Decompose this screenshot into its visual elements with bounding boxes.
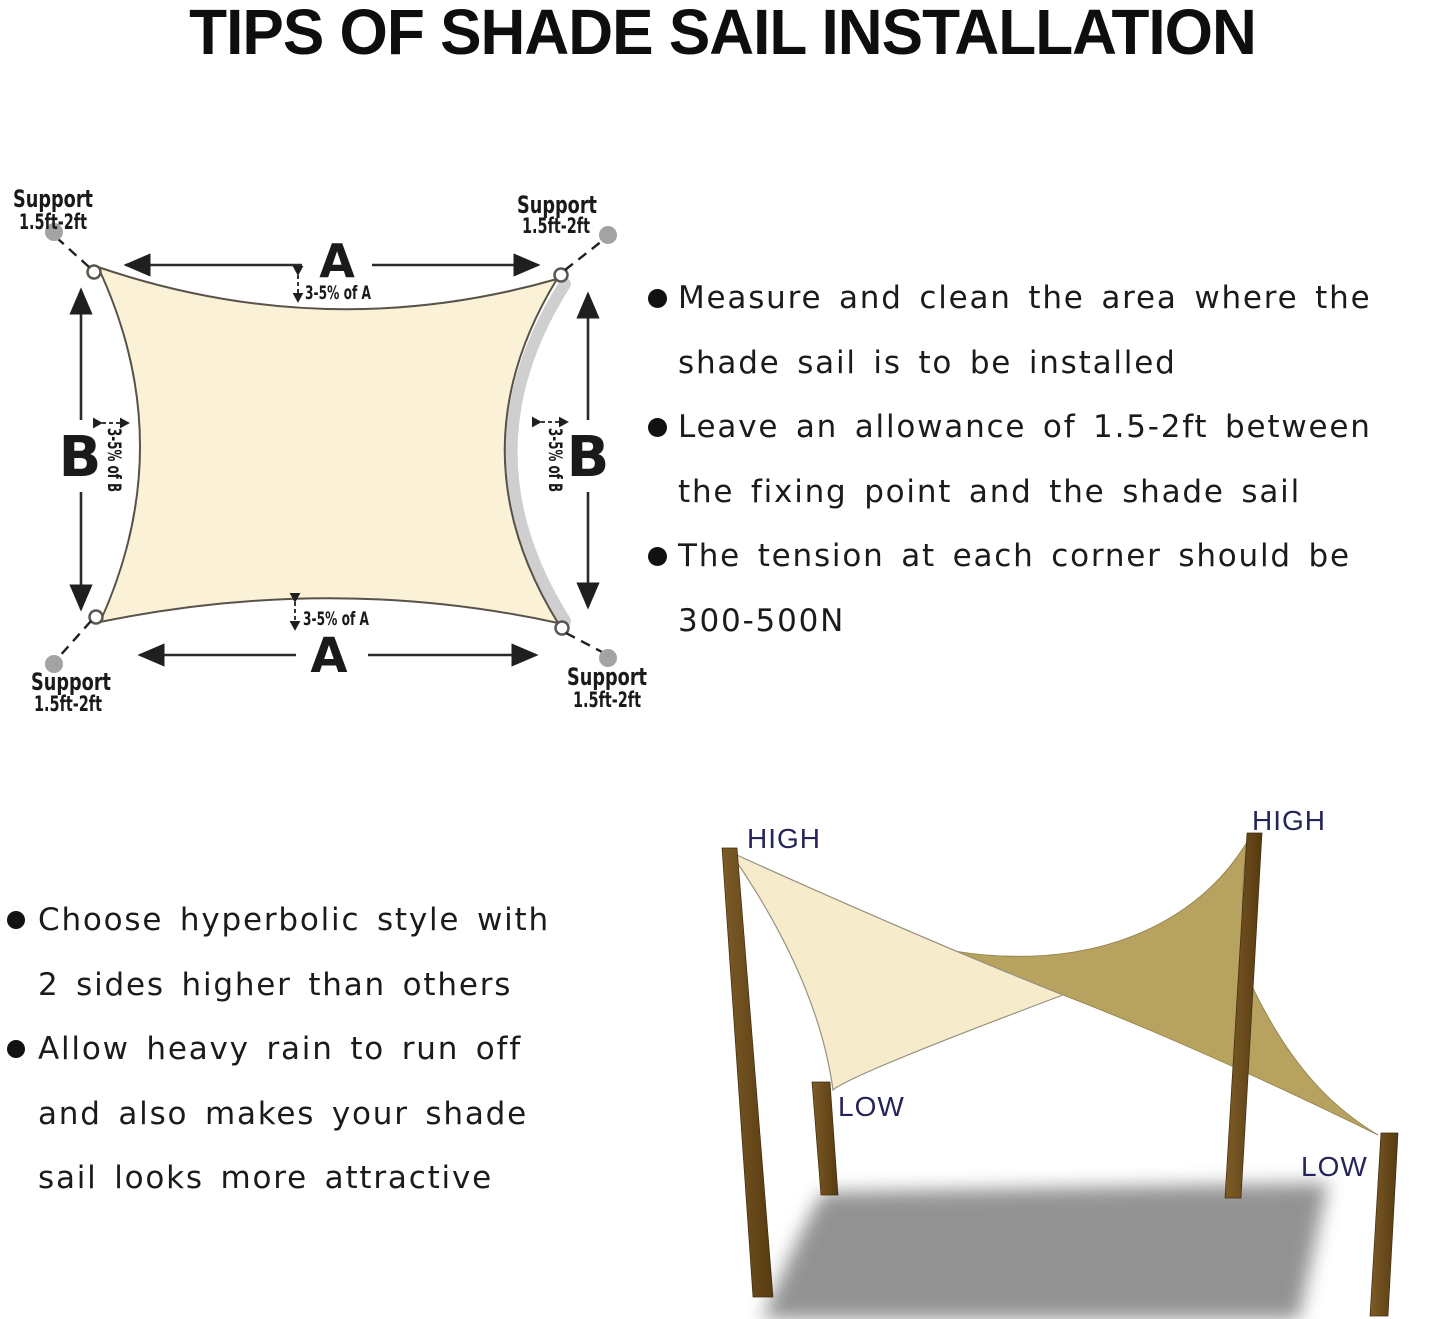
sail-shape bbox=[98, 267, 558, 623]
tip-line: and also makes your shade bbox=[38, 1095, 528, 1132]
tip-line: Choose hyperbolic style with bbox=[38, 902, 550, 938]
bullet-icon bbox=[648, 547, 667, 566]
tip-item bbox=[7, 888, 637, 1017]
tether-dashed-line bbox=[565, 241, 602, 270]
support-label: 1.5ft-2ft bbox=[522, 214, 590, 238]
tip-line: The tension at each corner should be bbox=[678, 538, 1351, 574]
support-label: Support bbox=[13, 185, 93, 213]
shade-sail-measurement-diagram bbox=[0, 150, 680, 760]
support-label: Support bbox=[517, 191, 597, 219]
post-low-left bbox=[812, 1082, 838, 1195]
high-label: HIGH bbox=[1252, 805, 1326, 836]
low-label: LOW bbox=[1301, 1151, 1368, 1182]
dimension-label-b: B bbox=[566, 425, 610, 490]
corner-ring-icon bbox=[88, 266, 101, 279]
dimension-label-b: B bbox=[58, 425, 102, 490]
ground-shadow bbox=[762, 1183, 1328, 1319]
tip-item bbox=[648, 395, 1445, 524]
sag-label-b: 3-5% of B bbox=[103, 428, 125, 531]
support-anchor-icon bbox=[599, 226, 617, 244]
support-label: Support bbox=[567, 663, 647, 691]
dimension-label-a: A bbox=[310, 628, 348, 684]
tether-dashed-line bbox=[58, 621, 91, 658]
tip-line: the fixing point and the shade sail bbox=[678, 473, 1301, 510]
bullet-icon bbox=[648, 418, 667, 437]
bullet-icon bbox=[648, 289, 667, 308]
tip-line: shade sail is to be installed bbox=[678, 344, 1177, 381]
support-label: 1.5ft-2ft bbox=[19, 210, 87, 234]
tip-line: 2 sides higher than others bbox=[38, 966, 513, 1003]
high-label: HIGH bbox=[747, 823, 821, 854]
installation-tips-list bbox=[648, 266, 1445, 653]
sag-label-b: 3-5% of B bbox=[544, 428, 566, 531]
sag-label-a: 3-5% of A bbox=[305, 282, 372, 304]
dimension-label-a: A bbox=[319, 234, 355, 288]
hyperbolic-sail-illustration bbox=[660, 780, 1445, 1319]
style-tips-list bbox=[7, 888, 637, 1211]
support-label: 1.5ft-2ft bbox=[573, 688, 641, 712]
tip-line: 300-500N bbox=[678, 602, 846, 639]
tether-dashed-line bbox=[57, 238, 89, 267]
tether-dashed-line bbox=[566, 633, 602, 652]
bullet-icon bbox=[7, 911, 25, 929]
post-high-left bbox=[722, 848, 773, 1297]
tip-item bbox=[648, 524, 1445, 653]
tip-line: Leave an allowance of 1.5-2ft between bbox=[678, 409, 1372, 445]
bullet-icon bbox=[7, 1040, 25, 1058]
tip-line: sail looks more attractive bbox=[38, 1160, 493, 1196]
tip-line: Measure and clean the area where the bbox=[678, 280, 1372, 316]
support-label: Support bbox=[31, 668, 111, 696]
post-low-right bbox=[1370, 1133, 1398, 1316]
low-label: LOW bbox=[838, 1091, 905, 1122]
tip-item bbox=[648, 266, 1445, 395]
tip-line: Allow heavy rain to run off bbox=[38, 1031, 522, 1067]
tip-item bbox=[7, 1017, 637, 1211]
support-label: 1.5ft-2ft bbox=[34, 692, 102, 716]
page-title: TIPS OF SHADE SAIL INSTALLATION bbox=[189, 0, 1256, 68]
sag-label-a: 3-5% of A bbox=[303, 608, 370, 630]
